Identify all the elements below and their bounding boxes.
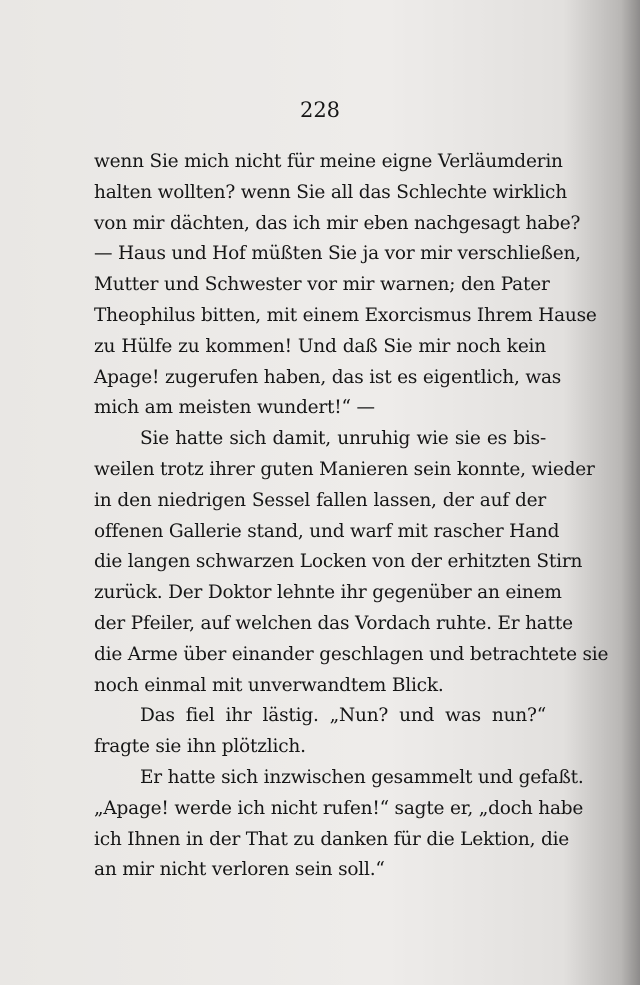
text-line: an mir nicht verloren sein soll.“ (94, 859, 385, 881)
text-line: zu Hülfe zu kommen! Und daß Sie mir noch kein (94, 335, 546, 357)
text-line: von mir dächten, das ich mir eben nachgesagt habe? (94, 212, 581, 234)
text-line: ich Ihnen in der That zu danken für die Lektion, die (94, 828, 570, 850)
text-line: Mutter und Schwester vor mir warnen; den Pater (94, 274, 550, 296)
text-line: in den niedrigen Sessel fallen lassen, der auf der (94, 489, 546, 511)
page-number: 228 (299, 98, 341, 122)
text-line: wenn Sie mich nicht für meine eigne Verläumderin (94, 151, 563, 172)
text-line: mich am meisten wundert!“ — (94, 397, 375, 419)
text-line: „Apage! werde ich nicht rufen!“ sagte er, „doch habe (94, 797, 584, 819)
text-line: — Haus und Hof müßten Sie ja vor mir verschließen, (94, 243, 581, 265)
text-line: Sie hatte sich damit, unruhig wie sie es bis- (140, 428, 546, 450)
text-line: zurück. Der Doktor lehnte ihr gegenüber an einem (94, 582, 562, 604)
text-line: Apage! zugerufen haben, das ist es eigentlich, was (94, 366, 562, 388)
text-line: weilen trotz ihrer guten Manieren sein konnte, wieder (94, 458, 595, 480)
text-line: noch einmal mit unverwandtem Blick. (94, 674, 444, 696)
text-line: die langen schwarzen Locken von der erhitzten Stirn (94, 551, 583, 573)
body-text (94, 147, 609, 886)
text-line: Das fiel ihr lästig. „Nun? und was nun?“ (140, 705, 546, 727)
text-line: fragte sie ihn plötzlich. (94, 736, 306, 758)
text-line: die Arme über einander geschlagen und betrachtete sie (94, 643, 609, 665)
text-line: offenen Gallerie stand, und warf mit rascher Hand (94, 520, 560, 542)
text-line: Er hatte sich inzwischen gesammelt und gefaßt. (140, 766, 584, 788)
text-line: halten wollten? wenn Sie all das Schlechte wirklich (94, 181, 567, 203)
text-line: der Pfeiler, auf welchen das Vordach ruhte. Er hatte (94, 612, 573, 634)
text-line: Theophilus bitten, mit einem Exorcismus Ihrem Hause (94, 304, 597, 326)
